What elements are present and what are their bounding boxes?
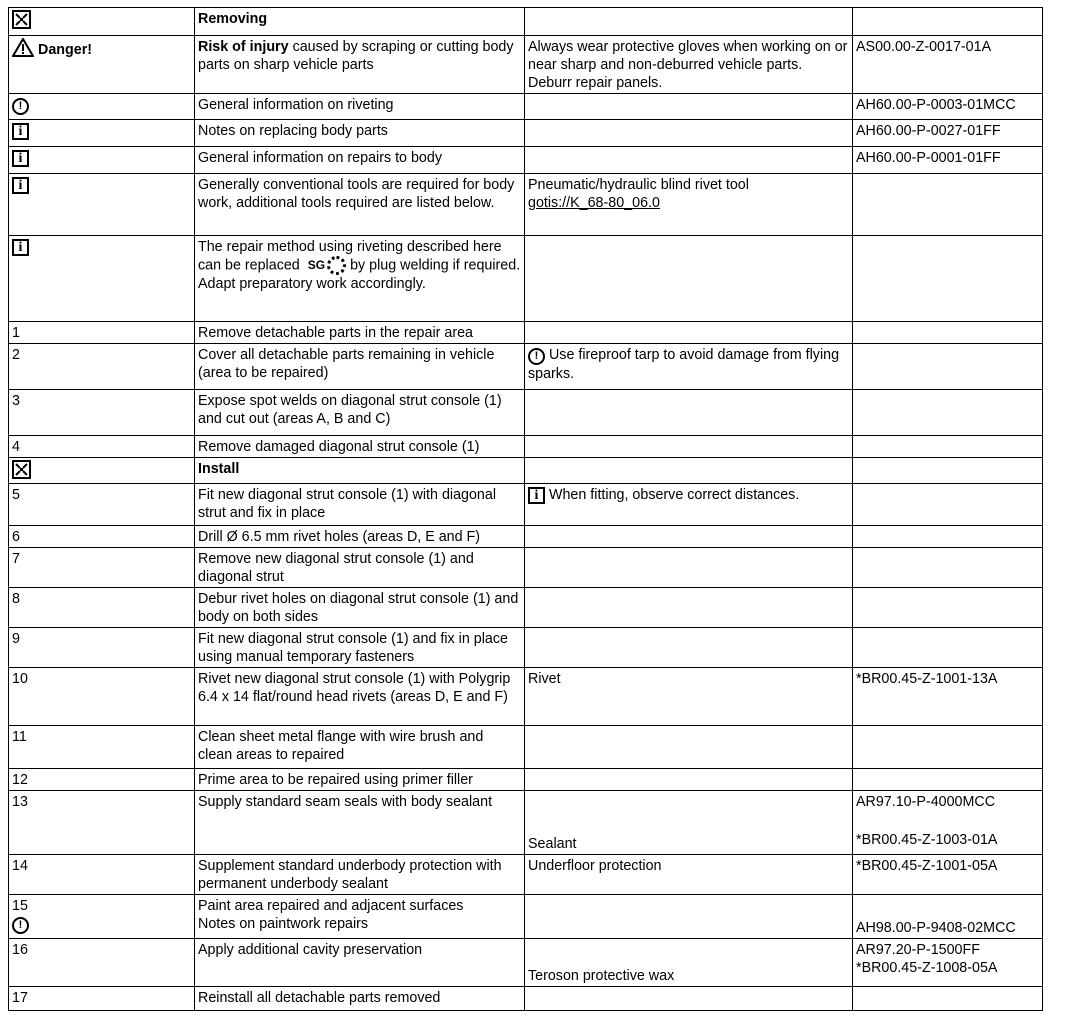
reference-cell xyxy=(853,726,1043,769)
reference-cell xyxy=(853,668,1043,726)
reference-cell xyxy=(853,36,1043,94)
cell-text: SG xyxy=(307,258,326,273)
note-cell xyxy=(525,344,853,390)
note-cell xyxy=(525,588,853,628)
reference-cell xyxy=(853,147,1043,174)
step-cell xyxy=(9,436,195,458)
reference-cell xyxy=(853,436,1043,458)
cell-text: *BR00.45-Z-1008-05A xyxy=(856,960,998,976)
cell-text: Drill Ø 6.5 mm rivet holes (areas D, E and F) xyxy=(198,529,481,545)
note-cell xyxy=(525,628,853,668)
reference-cell xyxy=(853,855,1043,895)
table-row xyxy=(9,322,1043,344)
note-cell xyxy=(525,147,853,174)
cell-text: *BR00.45-Z-1001-05A xyxy=(856,858,998,874)
step-cell xyxy=(9,484,195,526)
cell-text: Teroson protective wax xyxy=(528,968,675,984)
cell-text: Notes on paintwork repairs xyxy=(198,916,369,932)
cell-text: The repair method using riveting described here can be replaced xyxy=(198,239,502,274)
note-circle-icon: ! xyxy=(12,917,29,934)
table-row xyxy=(9,120,1043,147)
cell-text: Sealant xyxy=(528,836,577,852)
step-cell xyxy=(9,726,195,769)
table-row xyxy=(9,458,1043,484)
cell-text: AH60.00-P-0003-01MCC xyxy=(856,97,1016,113)
cell-text: Reinstall all detachable parts removed xyxy=(198,990,441,1006)
cell-text: General information on repairs to body xyxy=(198,150,442,166)
info-icon: i xyxy=(12,123,29,140)
table-row xyxy=(9,769,1043,791)
step-cell xyxy=(9,322,195,344)
reference-cell xyxy=(853,322,1043,344)
table-row xyxy=(9,548,1043,588)
cell-text: 10 xyxy=(12,671,28,687)
table-row xyxy=(9,668,1043,726)
step-cell xyxy=(9,458,195,484)
warning-icon xyxy=(12,38,34,62)
note-circle-icon: ! xyxy=(12,98,29,115)
cell-text: Remove damaged diagonal strut console (1) xyxy=(198,439,480,455)
cell-text: Clean sheet metal flange with wire brush and clean areas to repaired xyxy=(198,729,484,763)
note-cell xyxy=(525,769,853,791)
cell-text: 15 xyxy=(12,898,28,914)
description-cell xyxy=(195,628,525,668)
cell-text: Remove new diagonal strut console (1) and diagonal strut xyxy=(198,551,474,585)
note-cell xyxy=(525,987,853,1011)
table-row xyxy=(9,36,1043,94)
step-cell xyxy=(9,895,195,939)
cell-text: Remove detachable parts in the repair area xyxy=(198,325,473,341)
table-row xyxy=(9,236,1043,322)
description-cell xyxy=(195,174,525,236)
reference-cell xyxy=(853,484,1043,526)
cell-text: Always wear protective gloves when working on or near sharp and non-deburred vehicle parts. Deburr repair panels. xyxy=(528,39,848,91)
step-cell xyxy=(9,628,195,668)
note-cell xyxy=(525,548,853,588)
cell-text: Notes on replacing body parts xyxy=(198,123,388,139)
reference-cell xyxy=(853,390,1043,436)
note-cell xyxy=(525,436,853,458)
cell-text: 7 xyxy=(12,551,20,567)
step-cell xyxy=(9,390,195,436)
step-cell xyxy=(9,939,195,987)
cell-text: When fitting, observe correct distances. xyxy=(548,487,800,503)
description-cell xyxy=(195,939,525,987)
cell-text: Prime area to be repaired using primer filler xyxy=(198,772,473,788)
cell-text: Rivet xyxy=(528,671,561,687)
note-cell xyxy=(525,726,853,769)
cell-text: AR97.20-P-1500FF xyxy=(856,942,980,958)
description-cell xyxy=(195,526,525,548)
step-cell xyxy=(9,120,195,147)
description-cell xyxy=(195,390,525,436)
cell-text: Danger! xyxy=(38,41,93,58)
description-cell xyxy=(195,436,525,458)
description-cell xyxy=(195,344,525,390)
reference-cell xyxy=(853,526,1043,548)
reference-cell xyxy=(853,939,1043,987)
cell-text: AR97.10-P-4000MCC xyxy=(856,794,996,810)
table-row xyxy=(9,588,1043,628)
note-circle-icon: ! xyxy=(528,348,545,365)
cell-text: 2 xyxy=(12,347,20,363)
procedure-table xyxy=(8,7,1043,1011)
cell-text: AH60.00-P-0027-01FF xyxy=(856,123,1001,139)
cell-text: 9 xyxy=(12,631,20,647)
table-row xyxy=(9,526,1043,548)
step-cell xyxy=(9,855,195,895)
step-cell xyxy=(9,769,195,791)
note-cell xyxy=(525,791,853,855)
removing-icon xyxy=(12,10,31,29)
table-row xyxy=(9,147,1043,174)
reference-cell xyxy=(853,588,1043,628)
step-cell xyxy=(9,147,195,174)
step-cell xyxy=(9,94,195,120)
cell-text: Use fireproof tarp to avoid damage from flying sparks. xyxy=(528,347,840,382)
reference-cell xyxy=(853,94,1043,120)
step-cell xyxy=(9,344,195,390)
reference-cell xyxy=(853,987,1043,1011)
description-cell xyxy=(195,36,525,94)
table-row xyxy=(9,855,1043,895)
info-icon: i xyxy=(528,487,545,504)
cell-text: Pneumatic/hydraulic blind rivet tool xyxy=(528,177,749,193)
cell-text: Supplement standard underbody protection with permanent underbody sealant xyxy=(198,858,502,892)
note-cell xyxy=(525,458,853,484)
cell-text: 6 xyxy=(12,529,20,545)
description-cell xyxy=(195,791,525,855)
description-cell xyxy=(195,895,525,939)
step-cell xyxy=(9,548,195,588)
cell-text: Install xyxy=(198,461,240,477)
cell-text: 5 xyxy=(12,487,20,503)
cell-text: 17 xyxy=(12,990,28,1006)
cell-text: Apply additional cavity preservation xyxy=(198,942,423,958)
cell-text: Risk of injury xyxy=(198,39,289,55)
cell-text: 11 xyxy=(12,729,27,745)
reference-cell xyxy=(853,236,1043,322)
description-cell xyxy=(195,147,525,174)
reference-cell xyxy=(853,120,1043,147)
step-cell xyxy=(9,588,195,628)
table-row xyxy=(9,628,1043,668)
description-cell xyxy=(195,855,525,895)
cell-text: AS00.00-Z-0017-01A xyxy=(856,39,992,55)
step-cell xyxy=(9,174,195,236)
info-icon: i xyxy=(12,150,29,167)
note-cell xyxy=(525,236,853,322)
cell-text: 13 xyxy=(12,794,28,810)
description-cell xyxy=(195,322,525,344)
description-cell xyxy=(195,668,525,726)
note-cell xyxy=(525,484,853,526)
table-row xyxy=(9,939,1043,987)
description-cell xyxy=(195,236,525,322)
step-cell xyxy=(9,36,195,94)
cell-text: 3 xyxy=(12,393,20,409)
table-row xyxy=(9,791,1043,855)
table-row xyxy=(9,8,1043,36)
step-cell xyxy=(9,791,195,855)
reference-cell xyxy=(853,458,1043,484)
cell-text: 16 xyxy=(12,942,28,958)
table-row xyxy=(9,895,1043,939)
note-cell xyxy=(525,8,853,36)
cell-text: by plug welding if required. Adapt preparatory work accordingly. xyxy=(198,257,521,292)
reference-cell xyxy=(853,791,1043,855)
description-cell xyxy=(195,484,525,526)
cell-text: Cover all detachable parts remaining in vehicle (area to be repaired) xyxy=(198,347,495,381)
cell-text: 4 xyxy=(12,439,20,455)
cell-text: Fit new diagonal strut console (1) with diagonal strut and fix in place xyxy=(198,487,497,521)
note-cell xyxy=(525,855,853,895)
description-cell xyxy=(195,588,525,628)
cell-text: General information on riveting xyxy=(198,97,394,113)
info-icon: i xyxy=(12,239,29,256)
cell-text: 12 xyxy=(12,772,28,788)
note-cell xyxy=(525,120,853,147)
description-cell xyxy=(195,987,525,1011)
note-cell xyxy=(525,174,853,236)
cell-text: 14 xyxy=(12,858,28,874)
table-row xyxy=(9,987,1043,1011)
reference-cell xyxy=(853,895,1043,939)
cell-text: 1 xyxy=(12,325,20,341)
cell-text: *BR00.45-Z-1003-01A xyxy=(856,832,998,848)
note-cell xyxy=(525,526,853,548)
reference-cell xyxy=(853,344,1043,390)
cell-text: Generally conventional tools are required for body work, additional tools required are listed below. xyxy=(198,177,515,211)
cell-text: AH60.00-P-0001-01FF xyxy=(856,150,1001,166)
tool-link[interactable]: gotis://K_68-80_06.0 xyxy=(528,195,660,211)
cell-text: Underfloor protection xyxy=(528,858,662,874)
description-cell xyxy=(195,458,525,484)
note-cell xyxy=(525,390,853,436)
note-cell xyxy=(525,939,853,987)
note-cell xyxy=(525,36,853,94)
description-cell xyxy=(195,769,525,791)
note-cell xyxy=(525,668,853,726)
note-cell xyxy=(525,94,853,120)
description-cell xyxy=(195,120,525,147)
reference-cell xyxy=(853,8,1043,36)
table-row xyxy=(9,436,1043,458)
step-cell xyxy=(9,526,195,548)
step-cell xyxy=(9,8,195,36)
sg-gear-icon xyxy=(327,256,346,275)
cell-text: Removing xyxy=(198,11,268,27)
cell-text: Rivet new diagonal strut console (1) with Polygrip 6.4 x 14 flat/round head rivets (areas D, E and F) xyxy=(198,671,511,705)
cell-text: AH98.00-P-9408-02MCC xyxy=(856,920,1016,936)
description-cell xyxy=(195,726,525,769)
install-icon xyxy=(12,460,31,479)
procedure-table-body xyxy=(9,8,1043,1011)
cell-text: *BR00.45-Z-1001-13A xyxy=(856,671,998,687)
note-cell xyxy=(525,322,853,344)
reference-cell xyxy=(853,769,1043,791)
cell-text: Fit new diagonal strut console (1) and fix in place using manual temporary fasteners xyxy=(198,631,508,665)
cell-text: Debur rivet holes on diagonal strut console (1) and body on both sides xyxy=(198,591,519,625)
reference-cell xyxy=(853,174,1043,236)
table-row xyxy=(9,344,1043,390)
table-row xyxy=(9,390,1043,436)
table-row xyxy=(9,94,1043,120)
step-cell xyxy=(9,236,195,322)
step-cell xyxy=(9,987,195,1011)
info-icon: i xyxy=(12,177,29,194)
table-row xyxy=(9,726,1043,769)
table-row xyxy=(9,174,1043,236)
cell-text: Paint area repaired and adjacent surfaces xyxy=(198,898,464,914)
note-cell xyxy=(525,895,853,939)
cell-text: Supply standard seam seals with body sealant xyxy=(198,794,493,810)
reference-cell xyxy=(853,548,1043,588)
cell-text: caused by scraping or cutting body parts on sharp vehicle parts xyxy=(198,39,514,73)
table-row xyxy=(9,484,1043,526)
cell-text: 8 xyxy=(12,591,20,607)
cell-text: Expose spot welds on diagonal strut console (1) and cut out (areas A, B and C) xyxy=(198,393,502,427)
description-cell xyxy=(195,548,525,588)
step-cell xyxy=(9,668,195,726)
reference-cell xyxy=(853,628,1043,668)
description-cell xyxy=(195,8,525,36)
description-cell xyxy=(195,94,525,120)
